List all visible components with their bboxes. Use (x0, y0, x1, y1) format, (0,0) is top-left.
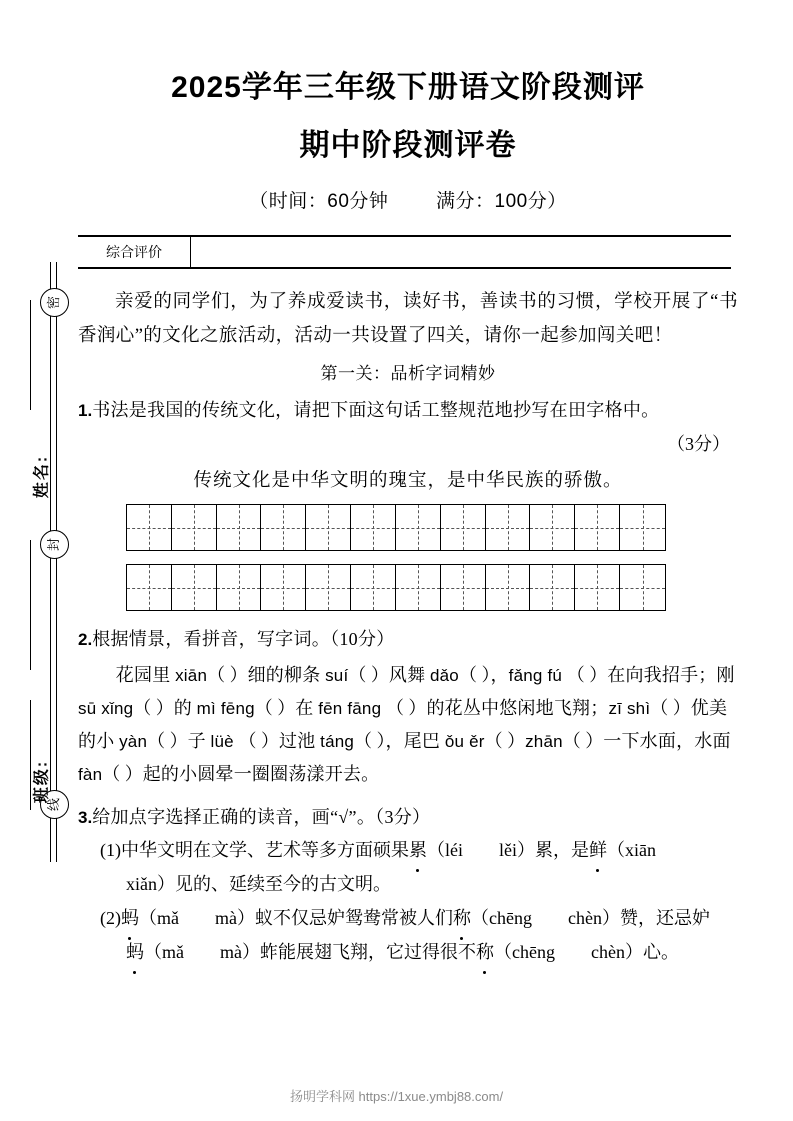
seal-char-xian: 线 (40, 790, 69, 819)
dotted-char-cheng-1: 称 (453, 901, 471, 935)
item-2-line1-b: （chēng chèn）赞，还忌妒 (470, 908, 710, 928)
student-class-label: 班级: (33, 759, 51, 804)
tianzige-cell[interactable] (172, 565, 217, 610)
question-2-text-run: ， (490, 665, 509, 685)
answer-blank[interactable]: （ ） (562, 731, 604, 751)
tianzige-cell[interactable] (217, 565, 262, 610)
seal-char-mi: 密 (40, 288, 69, 317)
tianzige-cell[interactable] (620, 505, 665, 550)
pinyin-token: zhān (525, 732, 563, 751)
footer-watermark: 扬明学科网 https://1xue.ymbj88.com/ (289, 1089, 504, 1104)
question-2-text-run: 在 (295, 698, 319, 718)
question-2-text-run: 的花丛中悠闲地飞翔； (426, 698, 609, 718)
seal-char-feng: 封 (40, 530, 69, 559)
tianzige-cell[interactable] (261, 565, 306, 610)
question-2-text-run: 在向我招手；刚 (607, 665, 735, 685)
dotted-char-cheng-2: 称 (476, 935, 494, 969)
answer-blank[interactable]: （ ） (133, 698, 174, 718)
pinyin-token: zī shì (608, 699, 651, 718)
answer-blank[interactable]: （ ） (254, 698, 296, 718)
question-3 (78, 802, 738, 833)
tianzige-grid-container (126, 504, 738, 611)
item-2-line2 (100, 935, 738, 969)
question-2-number: 2. (78, 630, 93, 649)
tianzige-cell[interactable] (172, 505, 217, 550)
exam-time: （时间：60分钟 (249, 191, 389, 212)
dotted-char-xian: 鲜 (589, 833, 607, 867)
item-2-line2-b: （chēng chèn）心。 (493, 942, 679, 962)
section-heading-1: 第一关：品析字词精妙 (320, 364, 496, 383)
tianzige-cell[interactable] (441, 505, 486, 550)
item-1-line2-text: xiǎn）见的、延续至今的古文明。 (126, 874, 391, 894)
dotted-char-ma-1: 蚂 (121, 901, 139, 935)
exam-paper (78, 0, 738, 1121)
question-1-copy-sentence: 传统文化是中华文明的瑰宝，是中华民族的骄傲。 (193, 471, 623, 491)
question-2 (78, 624, 738, 655)
score-table (78, 235, 731, 269)
question-2-text-run: 子 (187, 731, 211, 751)
answer-blank[interactable]: （ ） (458, 665, 491, 685)
tianzige-cell[interactable] (217, 505, 262, 550)
tianzige-cell[interactable] (351, 505, 396, 550)
tianzige-cell[interactable] (575, 505, 620, 550)
tianzige-cell[interactable] (306, 505, 351, 550)
tianzige-cell[interactable] (396, 505, 441, 550)
tianzige-cell[interactable] (530, 505, 575, 550)
question-3-item-2 (100, 901, 738, 969)
question-1-number: 1. (78, 401, 93, 420)
tianzige-row[interactable] (126, 504, 666, 551)
sealing-line-area (0, 0, 80, 1121)
question-2-text-run: 风舞 (388, 665, 430, 685)
answer-blank[interactable]: （ ） (385, 698, 427, 718)
item-label-1: (1) (100, 840, 121, 860)
seal-rule-inner (56, 262, 57, 862)
tianzige-cell[interactable] (306, 565, 351, 610)
pinyin-token: mì fēng (196, 699, 255, 718)
tianzige-cell[interactable] (530, 565, 575, 610)
pinyin-token: táng (320, 732, 355, 751)
pinyin-token: fàn (78, 765, 103, 784)
seal-dash-segment (30, 540, 31, 670)
page-title-line1: 2025学年三年级下册语文阶段测评 (171, 71, 645, 104)
item-label-2: (2) (100, 908, 121, 928)
answer-blank[interactable]: （ ） (238, 731, 280, 751)
question-2-lines (78, 665, 735, 784)
pinyin-token: xiān (175, 666, 208, 685)
pinyin-token: fēn fāng (318, 699, 382, 718)
question-2-text-run: 优美的小 (78, 698, 728, 751)
tianzige-cell[interactable] (127, 505, 172, 550)
answer-blank[interactable]: （ ） (566, 665, 608, 685)
exam-meta (78, 186, 738, 213)
question-1-points: （3分） (667, 434, 730, 454)
score-table-input-cell[interactable] (191, 237, 731, 267)
dotted-char-ma-2: 蚂 (126, 935, 144, 969)
answer-blank[interactable]: （ ） (147, 731, 188, 751)
answer-blank[interactable]: （ ） (484, 731, 526, 751)
pinyin-token: yàn (119, 732, 148, 751)
item-2-line2-a: （mǎ mà）蚱能展翅飞翔，它过得很不 (144, 942, 476, 962)
answer-blank[interactable]: （ ） (348, 665, 389, 685)
question-2-text: 根据情景，看拼音，写字词。（10分） (92, 629, 395, 649)
question-3-item-1 (100, 833, 738, 901)
question-2-text-run: 过池 (279, 731, 321, 751)
question-1 (78, 395, 738, 426)
tianzige-cell[interactable] (441, 565, 486, 610)
score-table-label: 综合评价 (78, 237, 191, 267)
tianzige-cell[interactable] (486, 505, 531, 550)
tianzige-cell[interactable] (575, 565, 620, 610)
question-2-body (78, 659, 738, 791)
question-3-number: 3. (78, 808, 93, 827)
answer-blank[interactable]: （ ） (650, 698, 691, 718)
item-2-line1-a: （mǎ mà）蚁不仅忌妒鸳鸯常被人们 (139, 908, 453, 928)
question-2-text-run: 起的小圆晕一圈圈荡漾开去。 (142, 764, 380, 784)
item-1-line2 (100, 867, 738, 901)
question-2-text-run: 的 (173, 698, 197, 718)
item-2-line2-wrap (126, 935, 679, 969)
page-title-line2: 期中阶段测评卷 (299, 129, 517, 162)
intro-paragraph: 亲爱的同学们，为了养成爱读书，读好书，善读书的习惯，学校开展了“书香润心”的文化之旅活动，活动一共设置了四关，请你一起参加闯关吧！ (78, 292, 738, 346)
question-2-text-run: 细的柳条 (247, 665, 326, 685)
question-3-text: 给加点字选择正确的读音，画“√”。（3分） (92, 807, 431, 827)
tianzige-cell[interactable] (620, 565, 665, 610)
tianzige-row[interactable] (126, 564, 666, 611)
question-2-text-run: 花园里 (115, 665, 176, 685)
tianzige-cell[interactable] (486, 565, 531, 610)
pinyin-token: sū xǐng (78, 699, 134, 718)
tianzige-cell[interactable] (127, 565, 172, 610)
pinyin-token: dǎo (430, 666, 459, 685)
pinyin-token: ǒu ěr (444, 732, 485, 751)
pinyin-token: fǎng fú (508, 666, 563, 685)
tianzige-cell[interactable] (396, 565, 441, 610)
pinyin-token: suí (325, 666, 349, 685)
item-1-text-a: 中华文明在文学、艺术等多方面硕果 (121, 840, 409, 860)
tianzige-cell[interactable] (351, 565, 396, 610)
item-1-text-b: （léi lěi）累，是 (427, 840, 589, 860)
exam-total-score: 满分：100分） (436, 191, 567, 212)
pinyin-token: lüè (210, 732, 234, 751)
question-2-text-run: ，尾巴 (385, 731, 445, 751)
question-1-text: 书法是我国的传统文化，请把下面这句话工整规范地抄写在田字格中。 (92, 400, 660, 420)
question-2-text-run: 一下水面，水面 (603, 731, 731, 751)
answer-blank[interactable]: （ ） (207, 665, 248, 685)
student-name-label: 姓名: (33, 454, 51, 499)
seal-dash-segment (30, 300, 31, 410)
item-1-text-c: （xiān (606, 840, 656, 860)
dotted-char-lei: 累 (409, 833, 427, 867)
answer-blank[interactable]: （ ） (354, 731, 386, 751)
answer-blank[interactable]: （ ） (102, 764, 143, 784)
tianzige-cell[interactable] (261, 505, 306, 550)
